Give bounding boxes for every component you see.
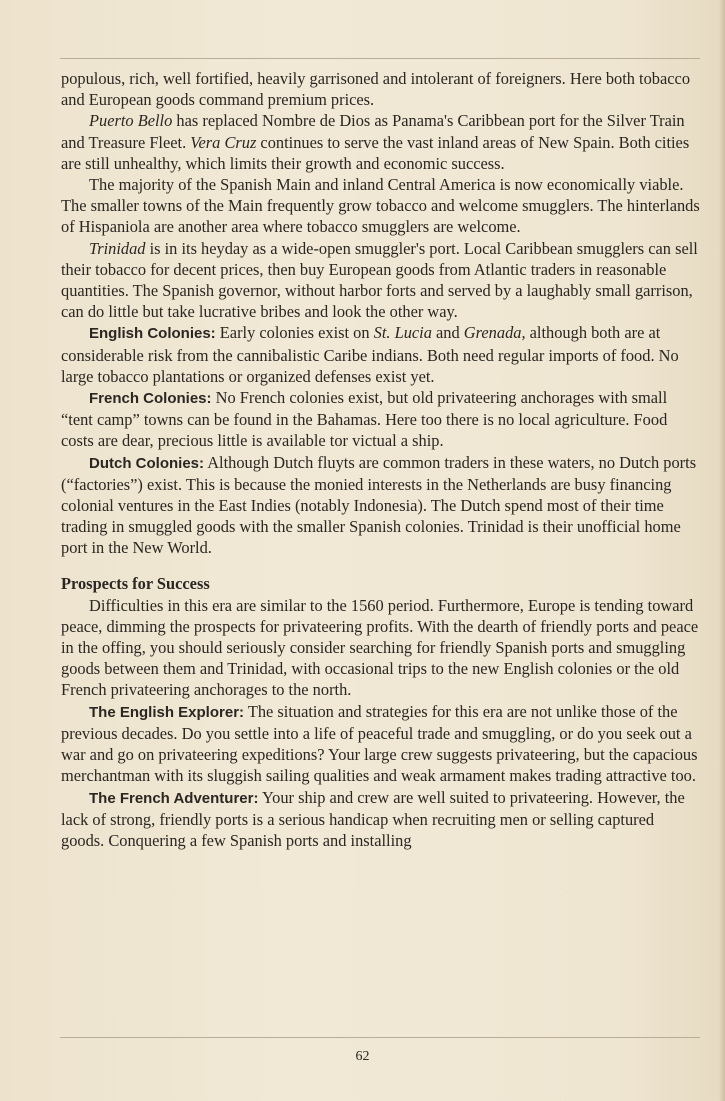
place-name: Trinidad [89, 238, 146, 258]
page-body [61, 68, 701, 851]
paragraph-text: populous, rich, well fortified, heavily garrisoned and intolerant of foreigners. Here both tobacco and European goods command premium prices. [61, 69, 691, 110]
place-name: Puerto Bello [89, 111, 173, 131]
page-number: 62 [355, 1049, 370, 1064]
place-name: Vera Cruz [190, 132, 257, 152]
paragraph-text: Your ship and crew are well suited to privateering. However, the lack of strong, friendly ports is a serious handicap when recruiting men or selling captured goods. Conquering a few Spanish ports and installing [61, 787, 685, 850]
paragraph-text: continues to serve the vast inland areas of New Spain. Both cities are still unhealthy, which limits their growth and economic success. [61, 132, 690, 173]
section-heading: Prospects for Success [61, 573, 210, 593]
paragraph [61, 174, 701, 238]
paragraph [61, 110, 701, 174]
paragraph [61, 387, 701, 452]
paragraph [61, 701, 701, 787]
run-in-heading: The French Adventurer: [89, 789, 259, 807]
paragraph-text: although both are at considerable risk from the cannibalistic Caribe indians. Both need regular imports of food. No large tobacco plantations or organized defenses exist yet. [61, 323, 679, 386]
paragraph [61, 68, 701, 110]
page-edge-shadow [719, 0, 725, 1101]
paragraph-text: Early colonies exist on [215, 323, 374, 343]
run-in-heading: The English Explorer: [89, 703, 245, 721]
run-in-heading: Dutch Colonies: [89, 454, 204, 472]
paragraph-text: is in its heyday as a wide-open smuggler's port. Local Caribbean smugglers can sell their tobacco for decent prices, then buy European goods from Atlantic traders in reasonable quantities. The Spanish governor, without harbor forts and served by a laughably small garrison, can do little but take lucrative bribes and look the other way. [61, 238, 698, 322]
paragraph-text: and [431, 323, 464, 343]
paragraph [61, 787, 701, 852]
paragraph-text: No French colonies exist, but old privateering anchorages with small “tent camp” towns can be found in the Bahamas. Here too there is no local agriculture. Food costs are dear, precious little is available tor victual a ship. [61, 388, 668, 451]
place-name: Grenada, [463, 323, 526, 343]
run-in-heading: English Colonies: [89, 325, 216, 343]
paragraph-text: Difficulties in this era are similar to the 1560 period. Furthermore, Europe is tending toward peace, dimming the prospects for privateering profits. With the dearth of friendly ports and peace in the offing, you should seriously consider searching for friendly Spanish ports and smuggling goods between them and Trinidad, with occasional trips to the new English colonies or the old French privateering anchorages to the north. [61, 595, 699, 700]
paragraph-text: The situation and strategies for this era are not unlike those of the previous decades. Do you settle into a life of peaceful trade and smuggling, or do you seek out a war and go on privateering expeditions? Your large crew suggests privateering, but the capacious merchantman with its sluggish sailing qualities and weak armament makes trading attractive too. [61, 701, 698, 786]
paragraph-text: has replaced Nombre de Dios as Panama's Caribbean port for the Silver Train and Treasure Fleet. [61, 111, 685, 152]
bottom-rule [60, 1037, 700, 1038]
run-in-heading: French Colonies: [89, 390, 212, 408]
paragraph-text: Although Dutch fluyts are common traders in these waters, no Dutch ports (“factories”) exist. This is because the monied interests in the Netherlands are busy financing colonial ventures in the East Indies (notably Indonesia). The Dutch spend most of their time trading in smuggled goods with the smaller Spanish colonies. Trinidad is their unofficial home port in the New World. [61, 452, 697, 558]
paragraph [61, 238, 701, 323]
paragraph [61, 322, 701, 387]
paragraph [61, 595, 701, 701]
paragraph [61, 452, 701, 559]
top-rule [60, 58, 700, 59]
place-name: St. Lucia [373, 323, 432, 343]
paragraph-text: The majority of the Spanish Main and inland Central America is now economically viable. The smaller towns of the Main frequently grow tobacco and welcome smugglers. The hinterlands of Hispaniola are another area where tobacco smugglers are welcome. [61, 175, 700, 237]
